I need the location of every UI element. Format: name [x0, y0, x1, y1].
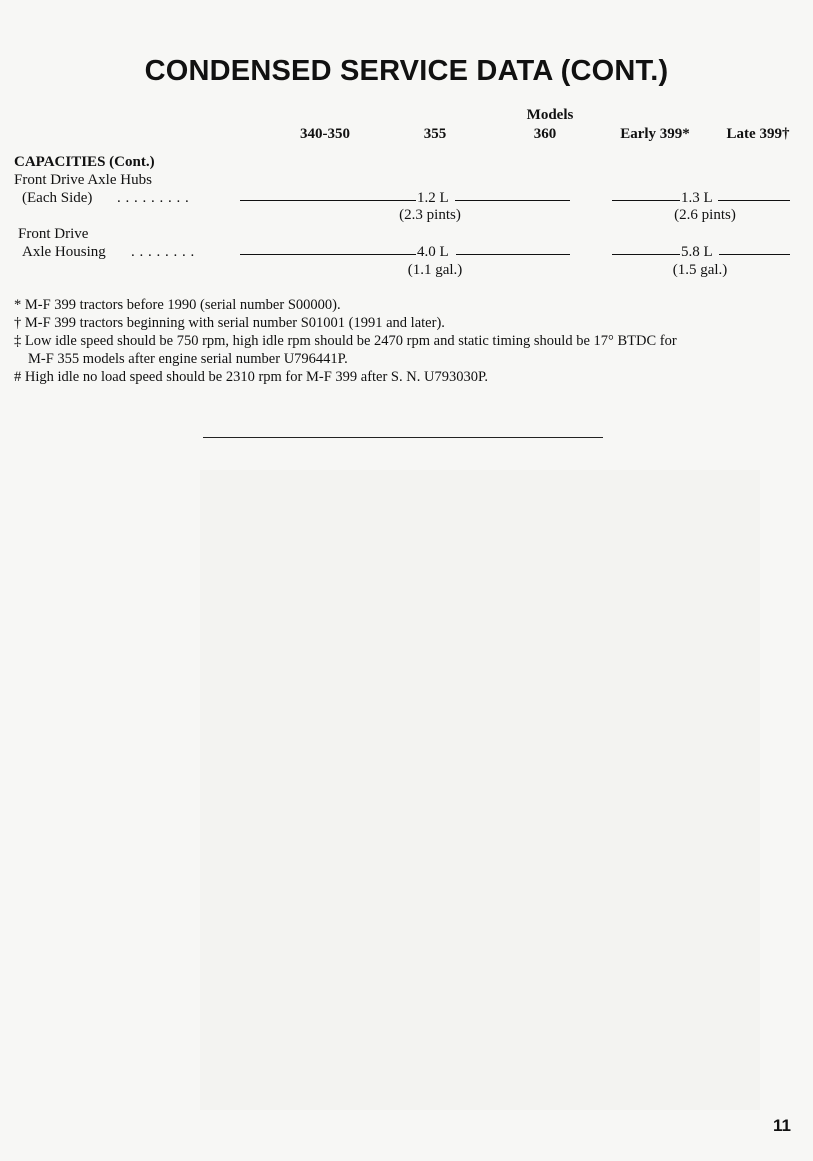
end-rule	[203, 437, 603, 438]
page-number: 11	[773, 1116, 791, 1135]
column-header-360: 360	[533, 126, 557, 142]
scan-shading	[200, 470, 760, 1110]
value-a: 4.0 L	[417, 244, 449, 260]
span-rule	[612, 254, 680, 255]
span-rule	[719, 254, 790, 255]
span-rule	[240, 200, 416, 201]
column-header-late-399: Late 399†	[726, 126, 790, 142]
value-b-sub: (2.6 pints)	[674, 207, 736, 223]
value-b: 1.3 L	[681, 190, 713, 206]
row-label-line2: (Each Side)	[22, 190, 93, 206]
dot-leader: . . . . . . . .	[131, 244, 195, 260]
value-a-sub: (2.3 pints)	[399, 207, 461, 223]
span-rule	[240, 254, 416, 255]
footnote-high-idle: # High idle no load speed should be 2310 rpm for M-F 399 after S. N. U793030P.	[14, 369, 489, 385]
page-title: CONDENSED SERVICE DATA (CONT.)	[144, 55, 669, 87]
column-header-early-399: Early 399*	[620, 126, 690, 142]
row-label-line2: Axle Housing	[22, 244, 106, 260]
footnote-idle-speed-cont: M-F 355 models after engine serial number U796441P.	[28, 351, 348, 367]
value-a: 1.2 L	[417, 190, 449, 206]
span-rule	[718, 200, 790, 201]
row-label-line1: Front Drive Axle Hubs	[14, 172, 152, 188]
value-b-sub: (1.5 gal.)	[672, 262, 728, 278]
value-a-sub: (1.1 gal.)	[407, 262, 463, 278]
value-b: 5.8 L	[681, 244, 713, 260]
span-rule	[456, 254, 570, 255]
row-label-line1: Front Drive	[18, 226, 89, 242]
dot-leader: . . . . . . . . .	[117, 190, 190, 206]
span-rule	[455, 200, 570, 201]
column-header-340-350: 340-350	[300, 126, 350, 142]
span-rule	[612, 200, 680, 201]
column-header-355: 355	[423, 126, 447, 142]
footnote-late-399: † M-F 399 tractors beginning with serial number S01001 (1991 and later).	[14, 315, 445, 331]
footnote-idle-speed: ‡ Low idle speed should be 750 rpm, high idle rpm should be 2470 rpm and static timing should be 17° BTDC for	[14, 333, 677, 349]
section-heading: CAPACITIES (Cont.)	[14, 154, 155, 170]
models-group-header: Models	[526, 107, 574, 123]
footnote-early-399: * M-F 399 tractors before 1990 (serial number S00000).	[14, 297, 341, 313]
